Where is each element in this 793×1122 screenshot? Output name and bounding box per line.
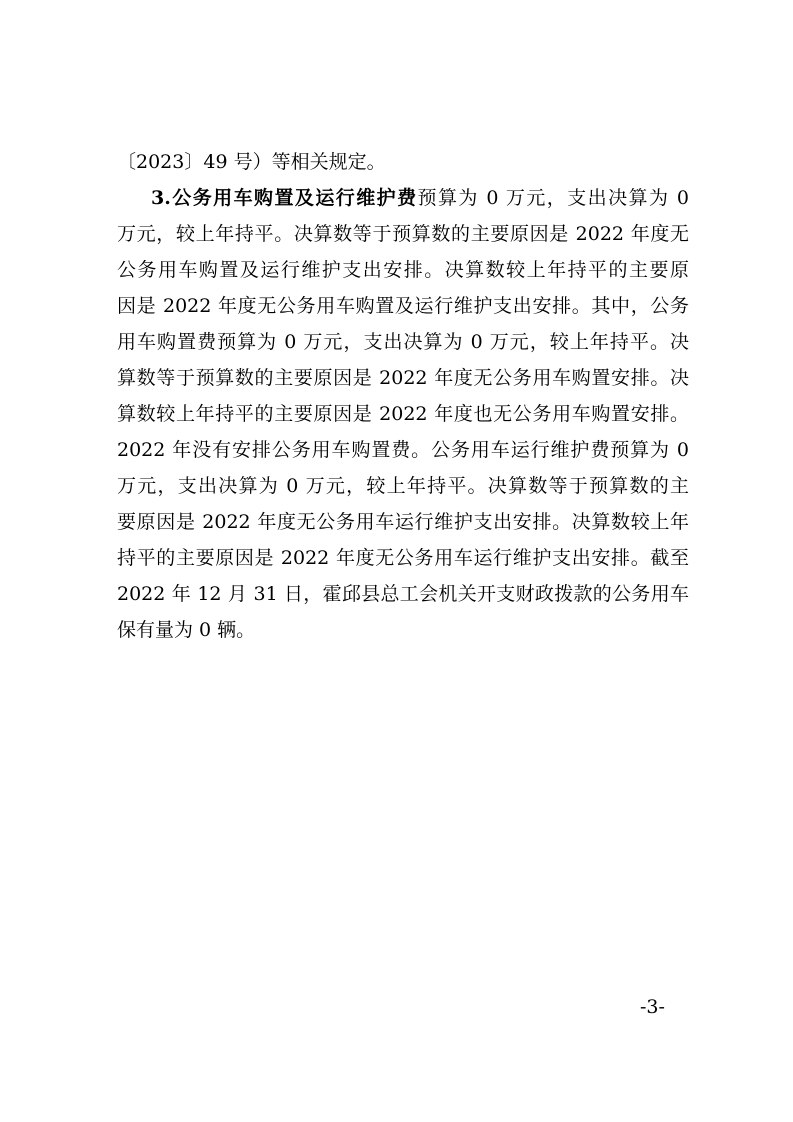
page-number: -3-	[640, 996, 665, 1018]
line-text: 算数等于预算数的主要原因是 2022 年度无公务用车购置安排。决	[117, 367, 689, 389]
text-line-3	[117, 216, 689, 252]
line-text: 2022 年没有安排公务用车购置费。公务用车运行维护费预算为 0	[117, 439, 689, 461]
text-line-2	[117, 180, 689, 216]
text-line-12	[117, 540, 689, 576]
line-text: 持平的主要原因是 2022 年度无公务用车运行维护支出安排。截至	[117, 547, 689, 569]
line-text: 〔2023〕49 号）等相关规定。	[117, 151, 386, 173]
line-text: 公务用车购置及运行维护支出安排。决算数较上年持平的主要原	[117, 259, 689, 281]
line-text: 因是 2022 年度无公务用车购置及运行维护支出安排。其中，公务	[117, 295, 689, 317]
text-line-4	[117, 252, 689, 288]
line-text: 要原因是 2022 年度无公务用车运行维护支出安排。决算数较上年	[117, 511, 689, 533]
text-line-7	[117, 360, 689, 396]
text-line-5	[117, 288, 689, 324]
body-text	[117, 144, 689, 648]
line-text: 用车购置费预算为 0 万元，支出决算为 0 万元，较上年持平。决	[117, 331, 689, 353]
text-line-6	[117, 324, 689, 360]
line-text: 预算为 0 万元，支出决算为 0	[417, 187, 689, 209]
text-line-8	[117, 396, 689, 432]
text-line-10	[117, 468, 689, 504]
line-text: 万元，支出决算为 0 万元，较上年持平。决算数等于预算数的主	[117, 475, 689, 497]
line-text: 2022 年 12 月 31 日，霍邱县总工会机关开支财政拨款的公务用车	[117, 583, 689, 605]
line-text: 万元，较上年持平。决算数等于预算数的主要原因是 2022 年度无	[117, 223, 689, 245]
text-line-14	[117, 612, 689, 648]
text-line-9	[117, 432, 689, 468]
text-line-11	[117, 504, 689, 540]
text-line-1	[117, 144, 689, 180]
section-heading: 3.公务用车购置及运行维护费	[151, 187, 418, 209]
text-line-13	[117, 576, 689, 612]
line-text: 保有量为 0 辆。	[117, 619, 256, 641]
line-text: 算数较上年持平的主要原因是 2022 年度也无公务用车购置安排。	[117, 403, 689, 425]
